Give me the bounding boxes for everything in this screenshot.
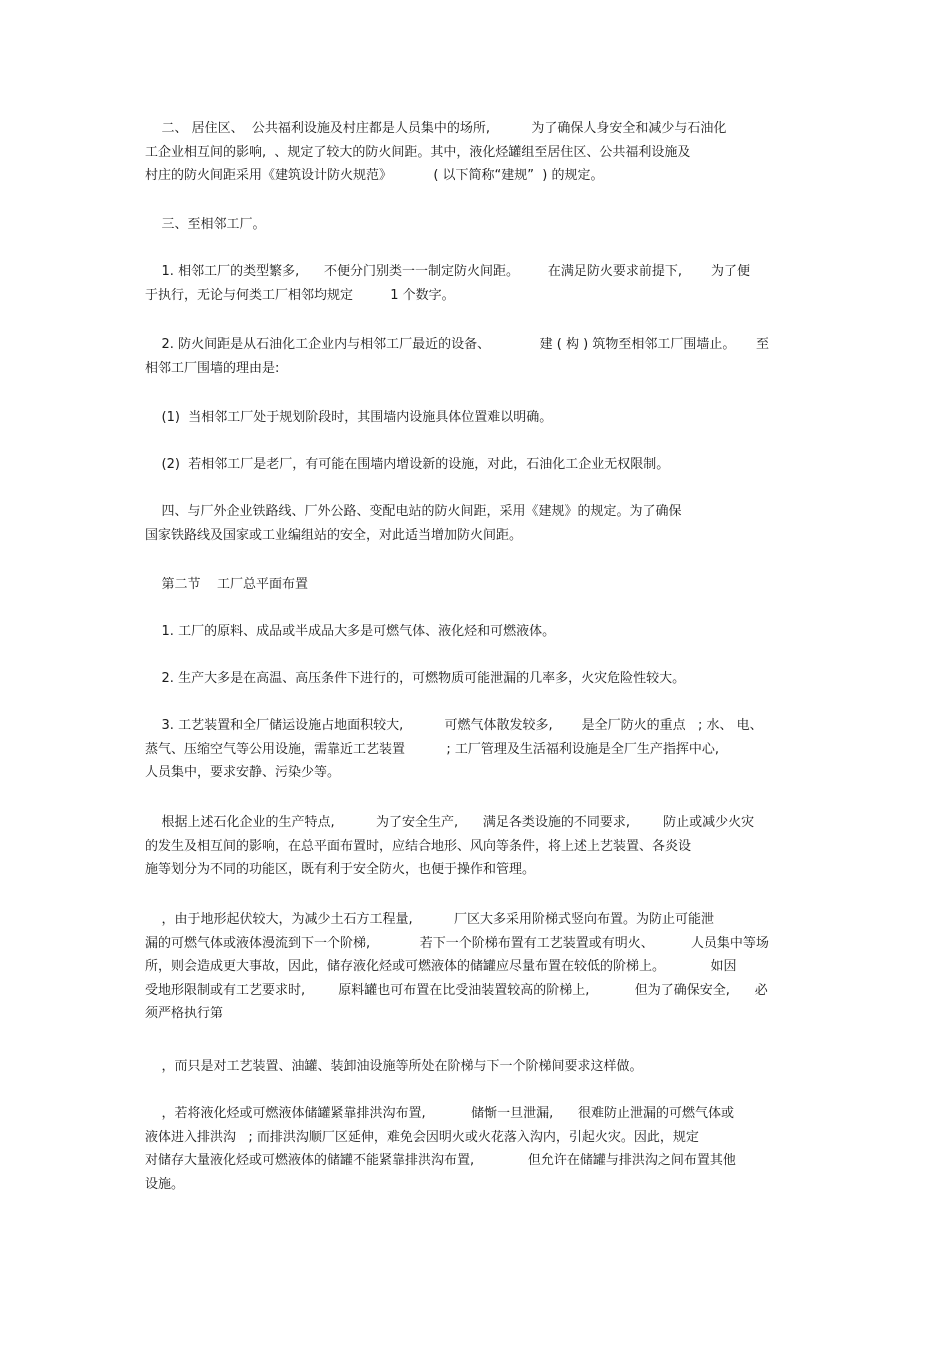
- text-line: (1) 当相邻工厂处于规划阶段时，其围墙内设施具体位置难以明确。: [145, 410, 553, 425]
- text-line: 须严格执行第: [145, 1006, 224, 1021]
- text-line: 2. 生产大多是在高温、高压条件下进行的，可燃物质可能泄漏的几率多，火灾危险性较大。: [145, 671, 686, 686]
- text-line: 人员集中，要求安静、污染少等。: [145, 765, 341, 780]
- text-line: 所，则会造成更大事故，因此，储存液化烃或可燃液体的储罐应尽量布置在较低的阶梯上。 如因: [145, 959, 737, 974]
- text-line: 1. 工厂的原料、成品或半成品大多是可燃气体、液化烃和可燃液体。: [145, 624, 556, 639]
- paragraph-characteristics: [145, 811, 810, 882]
- text-line: 二、 居住区、 公共福利设施及村庄都是人员集中的场所, 为了确保人身安全和减少与石油化: [145, 121, 727, 136]
- text-line: 设施。: [145, 1176, 185, 1192]
- text-line: 蒸气、压缩空气等公用设施，需靠近工艺装置 ; 工厂管理及生活福利设施是全厂生产指挥中心,: [145, 741, 719, 757]
- paragraph-layout-2: [145, 667, 810, 691]
- text-line: ，而只是对工艺装置、油罐、装卸油设施等所处在阶梯与下一个阶梯间要求这样做。: [145, 1059, 643, 1074]
- paragraph-item-2: [145, 333, 810, 380]
- paragraph-item-1: [145, 260, 810, 307]
- text-line: 第二节 工厂总平面布置: [145, 577, 309, 592]
- section-heading: [145, 573, 810, 597]
- text-line: 三、至相邻工厂。: [145, 217, 266, 232]
- paragraph-layout-3: [145, 714, 810, 785]
- text-line: 对储存大量液化烃或可燃液体的储罐不能紧靠排洪沟布置, 但允许在储罐与排洪沟之间布置其他: [145, 1153, 736, 1168]
- text-line: 四、与厂外企业铁路线、厂外公路、变配电站的防火间距，采用《建规》的规定。为了确保: [145, 504, 682, 519]
- paragraph-drainage: [145, 1102, 810, 1196]
- text-line: ，由于地形起伏较大，为减少土石方工程量, 厂区大多采用阶梯式竖向布置。为防止可能泄: [145, 912, 714, 927]
- paragraph-layout-1: [145, 620, 810, 644]
- paragraph-residential: [145, 117, 810, 188]
- text-line: 漏的可燃气体或液体漫流到下一个阶梯, 若下一个阶梯布置有工艺装置或有明火、 人员集中等场: [145, 935, 769, 951]
- text-line: 施等划分为不同的功能区，既有利于安全防火，也便于操作和管理。: [145, 862, 536, 877]
- text-line: 相邻工厂围墙的理由是:: [145, 360, 280, 376]
- paragraph-terrain: [145, 908, 810, 1026]
- paragraph-steps: [145, 1055, 810, 1079]
- text-line: 1. 相邻工厂的类型繁多, 不便分门别类一一制定防火间距。 在满足防火要求前提下, 为了便: [145, 264, 750, 279]
- text-line: 2. 防火间距是从石油化工企业内与相邻工厂最近的设备、 建 ( 构 ) 筑物至相邻工厂围墙止。 至: [145, 337, 769, 352]
- text-line: ，若将液化烃或可燃液体储罐紧靠排洪沟布置, 储惭一旦泄漏, 很难防止泄漏的可燃气体或: [145, 1106, 735, 1121]
- paragraph-neighbor-heading: [145, 213, 810, 237]
- paragraph-railway: [145, 500, 810, 547]
- text-line: 根据上述石化企业的生产特点, 为了安全生产, 满足各类设施的不同要求, 防止或减少火灾: [145, 815, 755, 830]
- text-line: 液体进入排洪沟 ; 而排洪沟顺厂区延伸，难免会因明火或火花落入沟内，引起火灾。因此，规定: [145, 1129, 699, 1145]
- text-line: 于执行，无论与何类工厂相邻均规定 1 个数字。: [145, 287, 455, 303]
- text-line: 村庄的防火间距采用《建筑设计防火规范》 ( 以下简称“建规” ) 的规定。: [145, 168, 604, 183]
- text-line: 受地形限制或有工艺要求时, 原料罐也可布置在比受油装置较高的阶梯上, 但为了确保安全, 必: [145, 982, 768, 998]
- paragraph-reason-2: [145, 453, 810, 477]
- text-line: 3. 工艺装置和全厂储运设施占地面积较大, 可燃气体散发较多, 是全厂防火的重点 ; 水、 电、: [145, 718, 763, 733]
- text-line: 国家铁路线及国家或工业编组站的安全，对此适当增加防火间距。: [145, 527, 523, 543]
- text-line: 的发生及相互间的影响，在总平面布置时，应结合地形、风向等条件，将上述上艺装置、各炎设: [145, 838, 692, 854]
- text-line: (2) 若相邻工厂是老厂，有可能在围墙内增设新的设施，对此，石油化工企业无权限制。: [145, 457, 670, 472]
- paragraph-reason-1: [145, 406, 810, 430]
- text-line: 工企业相互间的影响, 、规定了较大的防火间距。其中，液化烃罐组至居住区、公共福利设施及: [145, 144, 691, 160]
